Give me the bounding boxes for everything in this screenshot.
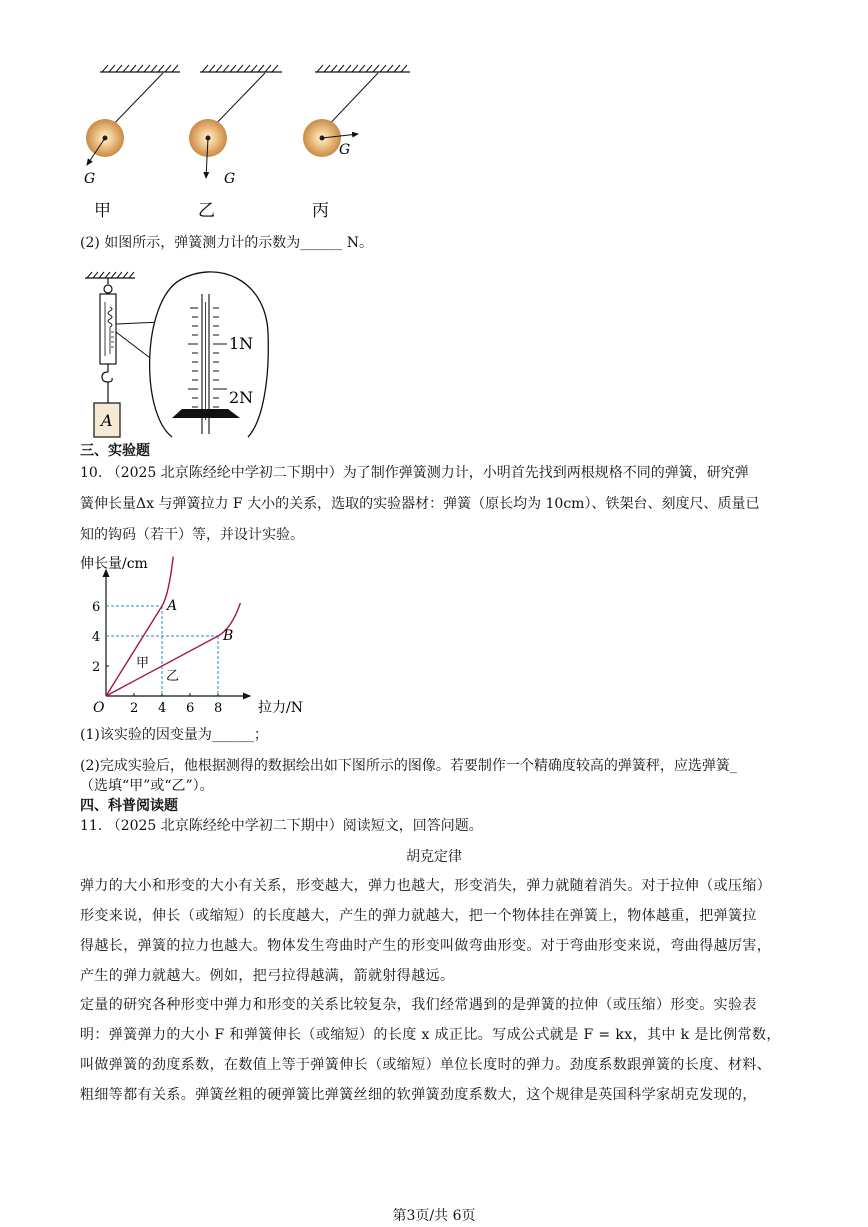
paragraph-2-line: 定量的研究各种形变中弹力和形变的关系比较复杂，我们经常遇到的是弹簧的拉伸（或压缩）形变。实验表 — [80, 997, 757, 1013]
pointer — [172, 409, 240, 418]
x-axis-label: 拉力/N — [258, 700, 303, 716]
article-title: 胡克定律 — [406, 849, 462, 865]
tick-label-1n: 1N — [229, 334, 254, 353]
block-a-label: A — [101, 411, 113, 430]
paragraph-2 — [80, 990, 792, 1110]
question-10-line-3: 知的钩码（若干）等，并设计实验。 — [80, 527, 304, 543]
question-10-sub-2-line-2: （选填“甲”或“乙”）。 — [80, 778, 214, 794]
force-label-bing: G — [339, 142, 351, 158]
paragraph-2-line: 明：弹簧弹力的大小 F 和弹簧伸长（或缩短）的长度 x 成正比。写成公式就是 F = kx，其中 k 是比例常数， — [80, 1027, 781, 1043]
x-tick-label: 8 — [214, 701, 223, 716]
y-axis-label: 伸长量/cm — [80, 556, 148, 572]
label-jia: 甲 — [94, 201, 111, 221]
hanging-balls-figure — [60, 62, 440, 227]
spring-scale-body — [100, 294, 116, 364]
extension-force-chart — [78, 552, 303, 718]
page-footer: 第3页/共 6页 — [392, 1208, 476, 1224]
series-line-jia — [106, 557, 173, 697]
label-yi: 乙 — [198, 201, 215, 221]
series-label: 甲 — [136, 656, 150, 671]
point-label: A — [167, 598, 178, 614]
question-11-intro: 11. （2025 北京陈经纶中学初二下期中）阅读短文，回答问题。 — [80, 818, 483, 834]
paragraph-1-line: 得越长，弹簧的拉力也越大。物体发生弯曲时产生的形变叫做弯曲形变。对于弯曲形变来说，弯曲得越厉害， — [80, 938, 772, 954]
tick-label-2n: 2N — [229, 388, 254, 407]
ceiling-3 — [315, 65, 410, 72]
paragraph-2-line: 粗细等都有关系。弹簧丝粗的硬弹簧比弹簧丝细的软弹簧劲度系数大，这个规律是英国科学家胡克发现的， — [80, 1087, 757, 1103]
y-tick-label: 6 — [92, 600, 101, 615]
paragraph-1-line: 产生的弹力就越大。例如，把弓拉得越满，箭就射得越远。 — [80, 968, 455, 984]
origin-label: O — [93, 700, 105, 716]
section-4-heading: 四、科普阅读题 — [80, 798, 178, 814]
point-label: B — [223, 628, 234, 644]
paragraph-1-line: 弹力的大小和形变的大小有关系，形变越大，弹力也越大，形变消失，弹力就随着消失。对于拉伸（或压缩） — [80, 878, 772, 894]
section-3-heading: 三、实验题 — [80, 443, 150, 459]
paragraph-2-line: 叫做弹簧的劲度系数，在数值上等于弹簧伸长（或缩短）单位长度时的弹力。劲度系数跟弹簧的长度、材料、 — [80, 1057, 772, 1073]
force-label-jia: G — [84, 171, 96, 187]
question-10-sub-2-line-1: (2)完成实验后，他根据测得的数据绘出如下图所示的图像。若要制作一个精确度较高的弹簧秤，应选弹簧_ — [80, 758, 737, 774]
label-bing: 丙 — [312, 201, 329, 221]
spring-scale-figure — [80, 262, 280, 440]
question-10-sub-1: (1)该实验的因变量为______； — [80, 727, 268, 743]
x-tick-label: 4 — [158, 701, 167, 716]
paragraph-1 — [80, 871, 792, 991]
x-tick-label: 2 — [130, 701, 139, 716]
y-tick-label: 2 — [92, 660, 101, 675]
paragraph-1-line: 形变来说，伸长（或缩短）的长度越大，产生的弹力就越大，把一个物体挂在弹簧上，物体越重，把弹簧拉 — [80, 908, 757, 924]
ceiling-2 — [200, 65, 282, 72]
y-tick-label: 4 — [92, 630, 101, 645]
series-label: 乙 — [166, 669, 180, 684]
x-tick-label: 6 — [186, 701, 195, 716]
question-10-line-2: 簧伸长量Δx 与弹簧拉力 F 大小的关系，选取的实验器材：弹簧（原长均为 10cm）、铁架台、刻度尺、质量已 — [80, 496, 760, 512]
question-2-text: (2) 如图所示，弹簧测力计的示数为______ N。 — [80, 235, 373, 251]
question-10-line-1: 10. （2025 北京陈经纶中学初二下期中）为了制作弹簧测力计，小明首先找到两根规格不同的弹簧，研究弹 — [80, 465, 749, 481]
ceiling-1 — [100, 65, 180, 72]
force-label-yi: G — [224, 171, 236, 187]
